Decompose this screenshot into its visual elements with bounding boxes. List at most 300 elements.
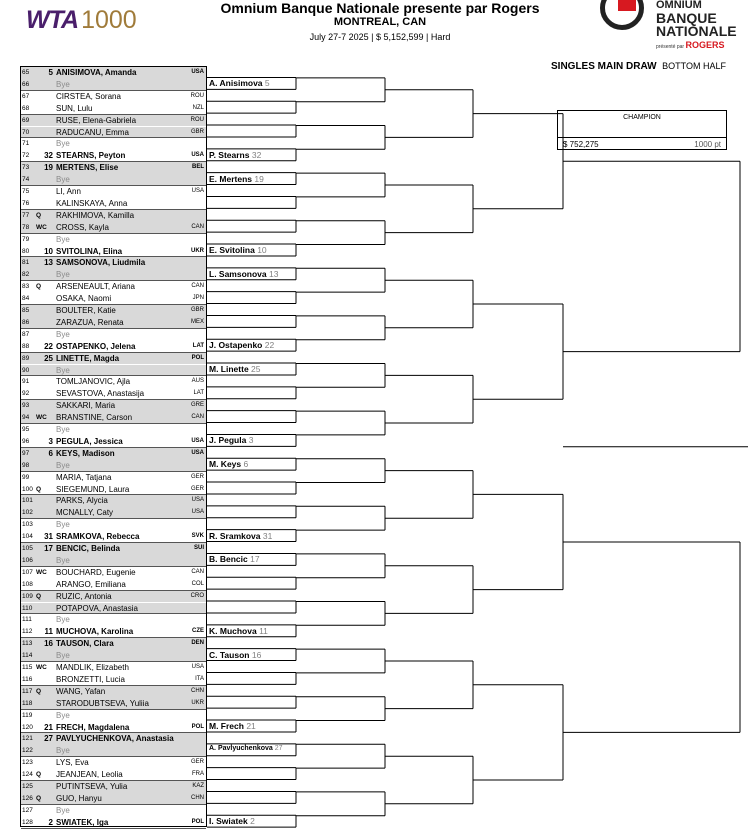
player-name: Bye	[56, 234, 70, 244]
draw-position: 113	[22, 640, 33, 648]
player-slot	[21, 567, 206, 579]
player-slot	[21, 162, 206, 174]
player-slot	[21, 115, 206, 127]
player-name: STEARNS, Peyton	[56, 151, 126, 161]
round2-name: E. Svitolina	[209, 244, 255, 255]
draw-position: 115	[22, 664, 33, 671]
round2-name: K. Muchova	[209, 625, 257, 636]
player-slot	[21, 710, 206, 722]
draw-position: 71	[22, 140, 30, 148]
player-slot	[21, 79, 206, 91]
draw-position: 102	[22, 509, 33, 517]
round2-seed: 25	[251, 363, 261, 374]
round2-player	[209, 269, 278, 279]
player-name: RADUCANU, Emma	[56, 127, 129, 137]
player-slot	[21, 305, 206, 317]
draw-position: 103	[22, 521, 33, 529]
seed-number: 19	[44, 163, 53, 173]
draw-position: 85	[22, 307, 30, 314]
country-code: CHN	[191, 687, 204, 694]
player-name: Bye	[56, 270, 70, 280]
country-code: CAN	[191, 414, 204, 421]
player-slot	[21, 198, 206, 210]
country-code: USA	[191, 664, 204, 670]
draw-position: 123	[22, 759, 33, 767]
player-slot	[21, 365, 206, 377]
player-slot	[21, 67, 206, 79]
draw-title: SINGLES MAIN DRAW BOTTOM HALF	[551, 61, 726, 72]
player-name: OSTAPENKO, Jelena	[56, 341, 136, 351]
player-slot	[21, 436, 206, 448]
draw-position: 65	[22, 69, 30, 76]
seed-number: 11	[44, 627, 53, 637]
round2-seed: 5	[264, 78, 270, 89]
player-slot	[21, 424, 206, 436]
country-code: USA	[191, 152, 204, 159]
draw-position: 84	[22, 295, 30, 303]
draw-position: 88	[22, 342, 30, 350]
round2-player	[209, 174, 264, 184]
player-name: CIRSTEA, Sorana	[56, 91, 121, 101]
draw-position: 96	[22, 437, 30, 445]
player-name: SAMSONOVA, Liudmila	[56, 258, 146, 268]
country-code: GER	[190, 473, 204, 480]
player-name: RUZIC, Antonia	[56, 591, 112, 601]
player-slot	[21, 460, 206, 472]
player-slot	[21, 650, 206, 662]
seed-number: 25	[44, 353, 53, 363]
player-name: WANG, Yafan	[56, 686, 106, 696]
draw-position: 120	[22, 723, 33, 731]
round2-name: J. Pegula	[209, 435, 247, 446]
player-slot	[21, 555, 206, 567]
round2-player	[209, 721, 256, 731]
country-code: KAZ	[192, 783, 204, 789]
country-code: ROU	[190, 92, 204, 99]
country-code: UKR	[191, 247, 204, 254]
player-slot	[21, 495, 206, 507]
player-name: PUTINTSEVA, Yulia	[56, 782, 128, 791]
first-round-draw	[20, 66, 207, 827]
country-code: COL	[191, 580, 204, 587]
player-slot	[21, 138, 206, 150]
country-code: ROU	[190, 116, 204, 123]
player-slot	[21, 329, 206, 341]
entry-type: WC	[36, 568, 47, 576]
player-slot	[21, 210, 206, 222]
country-code: CAN	[191, 223, 204, 230]
draw-position: 75	[22, 188, 30, 195]
country-code: CAN	[191, 283, 204, 290]
draw-position: 119	[22, 711, 33, 719]
player-slot	[21, 745, 206, 757]
draw-position: 100	[22, 485, 33, 493]
round2-seed: 3	[248, 435, 254, 446]
player-name: PARKS, Alycia	[56, 496, 108, 506]
draw-position: 79	[22, 235, 30, 243]
draw-position: 83	[22, 283, 30, 291]
player-slot	[21, 353, 206, 365]
player-name: ZARAZUA, Renata	[56, 317, 124, 327]
draw-position: 91	[22, 378, 30, 386]
draw-position: 81	[22, 259, 30, 267]
draw-position: 125	[22, 783, 33, 790]
country-code: UKR	[191, 699, 204, 706]
country-code: GBR	[190, 128, 204, 135]
round2-name: M. Keys	[209, 459, 242, 470]
country-code: CAN	[191, 568, 204, 575]
player-name: SAKKARI, Maria	[56, 401, 116, 411]
country-code: MEX	[190, 318, 204, 325]
player-name: MCNALLY, Caty	[56, 508, 114, 518]
player-name: LINETTE, Magda	[56, 353, 120, 363]
draw-position: 70	[22, 128, 30, 136]
country-code: USA	[191, 69, 204, 75]
player-name: LI, Ann	[56, 187, 81, 196]
round2-player	[209, 531, 272, 541]
draw-position: 93	[22, 402, 30, 410]
round2-seed: 11	[259, 625, 268, 636]
draw-position: 98	[22, 461, 30, 469]
round2-player	[209, 435, 253, 445]
draw-position: 128	[22, 818, 33, 826]
player-name: Bye	[56, 139, 70, 149]
player-name: Bye	[56, 805, 70, 815]
player-name: STARODUBTSEVA, Yuliia	[56, 698, 149, 708]
draw-position: 107	[22, 568, 33, 576]
player-name: MUCHOVA, Karolina	[56, 627, 134, 637]
round2-seed: 16	[251, 649, 262, 660]
player-slot	[21, 603, 206, 615]
draw-position: 99	[22, 473, 30, 481]
country-code: LAT	[193, 390, 204, 397]
draw-position: 122	[22, 747, 33, 755]
seed-number: 32	[44, 151, 53, 161]
tournament-title: Omnium Banque Nationale presente par Rogers	[220, 0, 540, 16]
draw-position: 118	[22, 699, 33, 707]
player-slot	[21, 246, 206, 258]
player-name: ANISIMOVA, Amanda	[56, 68, 137, 77]
player-slot	[21, 412, 206, 424]
round2-name: E. Mertens	[209, 173, 252, 184]
country-code: GRE	[190, 402, 204, 409]
player-slot	[21, 805, 206, 817]
round2-player	[209, 816, 255, 826]
round2-seed: 6	[243, 459, 249, 470]
country-code: JPN	[192, 295, 204, 302]
country-code: CRO	[190, 592, 204, 599]
player-name: Bye	[56, 555, 70, 565]
player-slot	[21, 222, 206, 234]
draw-position: 94	[22, 414, 30, 422]
draw-position: 126	[22, 794, 33, 802]
player-slot	[21, 186, 206, 198]
player-slot	[21, 686, 206, 698]
player-name: Bye	[56, 329, 70, 339]
draw-position: 67	[22, 92, 30, 100]
player-name: MERTENS, Elise	[56, 163, 119, 173]
country-code: GER	[190, 485, 204, 492]
player-slot	[21, 531, 206, 543]
draw-position: 97	[22, 449, 30, 457]
round2-name: A. Pavlyuchenkova	[209, 744, 273, 752]
champion-prize: $ 752,275	[563, 140, 599, 149]
player-name: SIEGEMUND, Laura	[56, 484, 130, 494]
draw-position: 87	[22, 330, 30, 338]
draw-position: 127	[22, 806, 33, 814]
player-name: ARANGO, Emiliana	[56, 579, 126, 589]
draw-position: 105	[22, 545, 33, 552]
seed-number: 2	[48, 817, 53, 827]
seed-number: 31	[44, 532, 53, 542]
draw-position: 76	[22, 199, 30, 207]
player-name: Bye	[56, 710, 70, 720]
player-slot	[21, 769, 206, 781]
player-name: Bye	[56, 460, 70, 470]
player-name: SRAMKOVA, Rebecca	[56, 532, 140, 542]
round2-player	[209, 245, 267, 255]
country-code: USA	[191, 437, 204, 444]
player-name: GUO, Hanyu	[56, 793, 102, 803]
draw-position: 73	[22, 164, 30, 172]
draw-position: 104	[22, 533, 33, 541]
player-slot	[21, 376, 206, 388]
country-code: SUI	[193, 545, 204, 551]
round2-seed: 31	[262, 530, 273, 541]
seed-number: 6	[48, 448, 53, 458]
wta-1000-logo: WTA 1000	[26, 6, 137, 34]
player-name: SUN, Lulu	[56, 103, 93, 113]
seed-number: 17	[44, 544, 53, 553]
player-name: TAUSON, Clara	[56, 639, 114, 649]
player-slot	[21, 626, 206, 638]
player-name: SVITOLINA, Elina	[56, 246, 123, 256]
player-name: ARSENEAULT, Ariana	[56, 282, 135, 292]
entry-type: WC	[36, 414, 47, 422]
country-code: USA	[191, 449, 204, 456]
player-name: Bye	[56, 520, 70, 530]
player-slot	[21, 519, 206, 531]
round2-player	[209, 78, 270, 88]
player-slot	[21, 543, 206, 555]
draw-position: 92	[22, 390, 30, 398]
player-slot	[21, 257, 206, 269]
country-code: USA	[191, 497, 204, 504]
player-name: KEYS, Madison	[56, 448, 115, 458]
round2-seed: 32	[251, 149, 262, 160]
player-name: Bye	[56, 615, 70, 625]
player-slot	[21, 507, 206, 519]
tournament-city: MONTREAL, CAN	[333, 16, 427, 28]
player-slot	[21, 472, 206, 484]
round2-player	[209, 150, 261, 160]
draw-position: 101	[22, 497, 33, 505]
player-name: FRECH, Magdalena	[56, 722, 130, 732]
country-code: DEN	[191, 640, 204, 647]
player-slot	[21, 674, 206, 686]
player-slot	[21, 127, 206, 139]
player-slot	[21, 757, 206, 769]
player-name: Bye	[56, 651, 70, 661]
round2-name: L. Samsonova	[209, 268, 267, 279]
round2-seed: 13	[269, 268, 279, 279]
player-name: Bye	[56, 79, 70, 89]
player-name: CROSS, Kayla	[56, 222, 109, 232]
seed-number: 10	[44, 246, 53, 256]
player-name: POTAPOVA, Anastasia	[56, 603, 138, 613]
player-slot	[21, 722, 206, 734]
draw-position: 110	[22, 604, 33, 612]
draw-position: 89	[22, 354, 30, 362]
player-name: JEANJEAN, Leolia	[56, 770, 123, 780]
player-slot	[21, 448, 206, 460]
player-name: PEGULA, Jessica	[56, 436, 123, 446]
player-slot	[21, 388, 206, 400]
draw-position: 114	[22, 652, 33, 660]
draw-position: 117	[22, 687, 33, 695]
player-slot	[21, 150, 206, 162]
player-slot	[21, 174, 206, 186]
player-slot	[21, 698, 206, 710]
country-code: ITA	[195, 675, 204, 682]
draw-position: 116	[22, 675, 33, 683]
entry-type: Q	[36, 592, 42, 600]
country-code: CHN	[191, 794, 204, 801]
round2-player	[209, 364, 261, 374]
draw-position: 112	[22, 628, 33, 636]
player-name: Bye	[56, 365, 70, 375]
draw-position: 106	[22, 556, 33, 564]
country-code: USA	[191, 509, 204, 516]
round2-name: A. Anisimova	[209, 78, 263, 89]
player-slot	[21, 484, 206, 496]
round2-player	[209, 459, 248, 469]
draw-position: 69	[22, 116, 30, 124]
country-code: LAT	[192, 342, 204, 349]
draw-position: 80	[22, 247, 30, 255]
player-slot	[21, 103, 206, 115]
player-name: PAVLYUCHENKOVA, Anastasia	[56, 734, 174, 744]
entry-type: WC	[36, 223, 47, 231]
round2-name: I. Swiatek	[209, 816, 248, 827]
country-code: POL	[191, 723, 204, 730]
draw-position: 108	[22, 580, 33, 588]
draw-position: 66	[22, 80, 30, 88]
player-name: Bye	[56, 425, 70, 434]
player-name: BENCIC, Belinda	[56, 544, 121, 553]
player-slot	[21, 817, 206, 829]
seed-number: 13	[44, 258, 53, 268]
draw-position: 95	[22, 426, 30, 433]
player-slot	[21, 400, 206, 412]
draw-position: 68	[22, 104, 30, 112]
country-code: USA	[191, 188, 204, 194]
player-name: RAKHIMOVA, Kamilla	[56, 210, 135, 220]
round2-player	[209, 626, 268, 636]
round2-seed: 17	[250, 554, 260, 565]
player-slot	[21, 733, 206, 745]
seed-number: 16	[44, 639, 53, 649]
player-slot	[21, 269, 206, 281]
seed-number: 27	[44, 734, 53, 744]
country-code: POL	[191, 354, 204, 361]
draw-position: 90	[22, 366, 30, 374]
country-code: BEL	[192, 164, 204, 171]
player-slot	[21, 579, 206, 591]
player-slot	[21, 614, 206, 626]
round2-name: P. Stearns	[209, 149, 250, 160]
player-name: TOMLJANOVIC, Ajla	[56, 377, 131, 387]
player-name: LYS, Eva	[56, 758, 89, 768]
entry-type: Q	[36, 485, 42, 493]
player-slot	[21, 591, 206, 603]
draw-position: 74	[22, 176, 30, 184]
draw-position: 86	[22, 318, 30, 326]
seed-number: 5	[48, 68, 53, 77]
country-code: AUS	[191, 378, 204, 385]
round2-name: M. Frech	[209, 720, 244, 731]
round2-player	[209, 745, 283, 752]
round2-player	[209, 554, 260, 564]
draw-position: 121	[22, 735, 33, 743]
sponsor-logo: OMNIUM BANQUE NATIONALE présenté par ROGERS	[600, 0, 745, 50]
round2-seed: 19	[254, 173, 264, 184]
country-code: FRA	[192, 771, 204, 778]
player-slot	[21, 793, 206, 805]
player-slot	[21, 293, 206, 305]
player-name: RUSE, Elena-Gabriela	[56, 115, 137, 125]
entry-type: Q	[36, 771, 42, 779]
player-name: MARIA, Tatjana	[56, 472, 112, 482]
round2-name: J. Ostapenko	[209, 340, 263, 351]
player-name: Bye	[56, 746, 70, 756]
player-slot	[21, 281, 206, 293]
player-name: BRONZETTI, Lucia	[56, 674, 125, 684]
draw-position: 111	[22, 616, 32, 624]
round2-name: M. Linette	[209, 363, 249, 374]
round2-name: B. Bencic	[209, 554, 248, 565]
round2-seed: 2	[250, 816, 255, 827]
entry-type: WC	[36, 664, 47, 671]
entry-type: Q	[36, 283, 42, 291]
country-code: SVK	[191, 533, 204, 540]
player-name: BOULTER, Katie	[56, 306, 116, 315]
round2-seed: 10	[257, 244, 267, 255]
champion-label: CHAMPION	[623, 114, 661, 121]
round2-seed: 22	[264, 340, 275, 351]
entry-type: Q	[36, 211, 42, 219]
player-slot	[21, 638, 206, 650]
draw-position: 72	[22, 152, 30, 160]
player-name: OSAKA, Naomi	[56, 294, 112, 304]
player-name: MANDLIK, Elizabeth	[56, 663, 129, 672]
seed-number: 22	[44, 341, 53, 351]
player-name: SWIATEK, Iga	[56, 817, 109, 827]
round2-seed: 27	[274, 744, 283, 752]
player-slot	[21, 341, 206, 353]
player-name: KALINSKAYA, Anna	[56, 198, 128, 208]
player-slot	[21, 662, 206, 674]
round2-player	[209, 340, 274, 350]
entry-type: Q	[36, 794, 42, 802]
player-slot	[21, 781, 206, 793]
draw-position: 78	[22, 223, 30, 231]
player-slot	[21, 91, 206, 103]
tournament-info: July 27-7 2025 | $ 5,152,599 | Hard	[309, 32, 451, 42]
player-slot	[21, 234, 206, 246]
player-name: SEVASTOVA, Anastasija	[56, 389, 145, 399]
player-slot	[21, 317, 206, 329]
